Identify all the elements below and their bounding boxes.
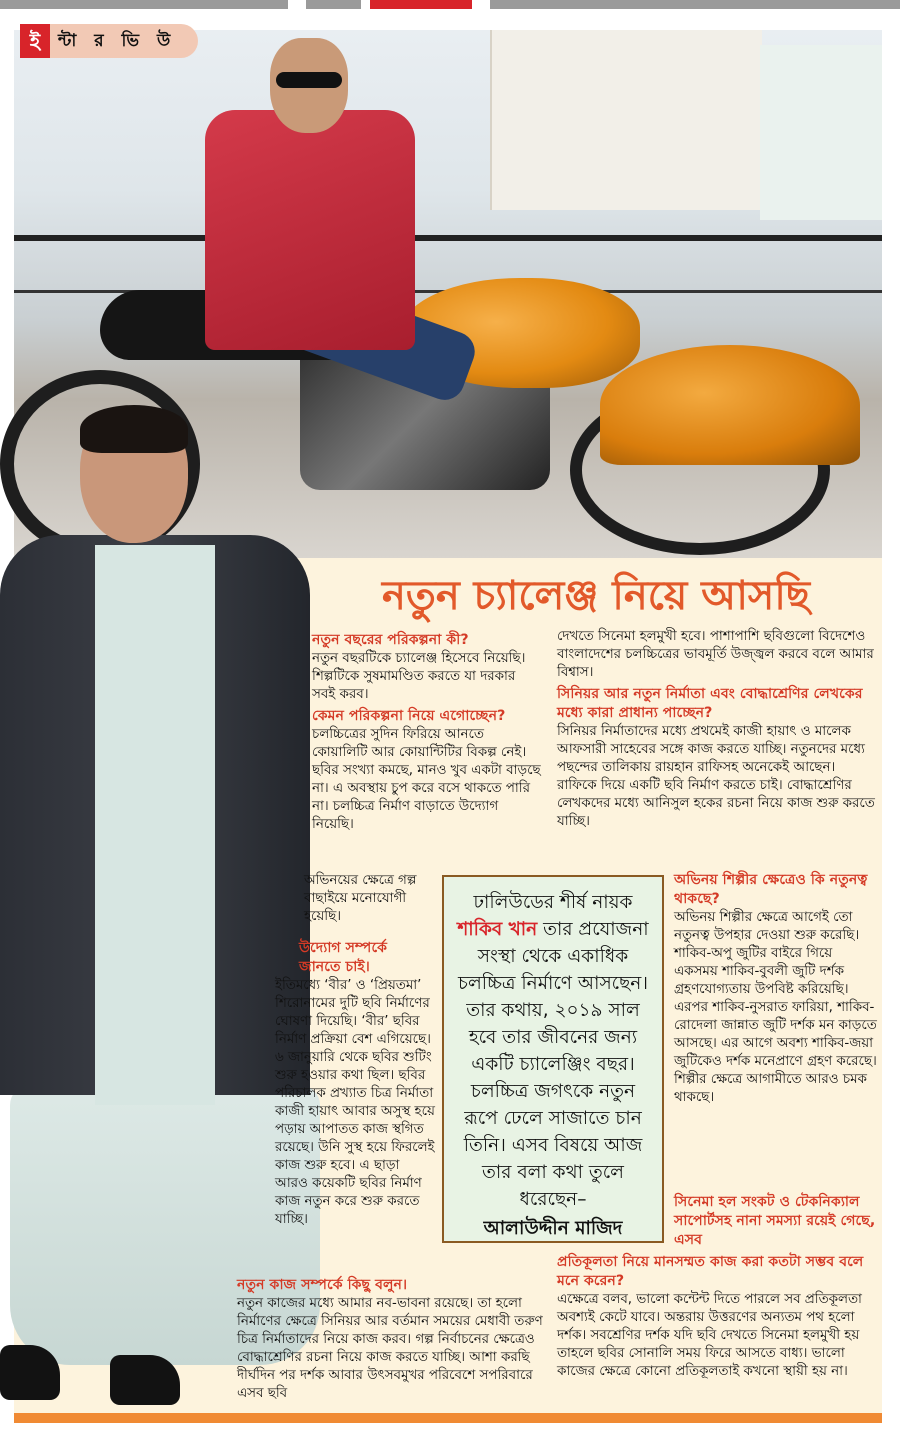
qa-block-8 bbox=[557, 1250, 877, 1381]
building-green-shape bbox=[760, 45, 882, 220]
question: সিনেমা হল সংকট ও টেকনিক্যাল সাপোর্টসহ নানা সমস্যা রয়েই গেছে, এসব bbox=[674, 1194, 876, 1248]
answer: নতুন কাজের মধ্যে আমার নব-ভাবনা রয়েছে। তা হলো নির্মাণের ক্ষেত্রে সিনিয়র আর বর্তমান সময়ের মেধাবী তরুণ চিত্র নির্মাতাদের নিয়ে কাজ করব। গল্প নির্বাচনের ক্ষেত্রেও বোদ্ধাশ্রেণির রচনা নিয়ে কাজ করতে যাচ্ছি। আশা করছি দীর্ঘদিন পর দর্শক আবার উৎসবমুখর পরিবেশে সপরিবারে এসব ছবি bbox=[237, 1296, 543, 1401]
qa-block-4 bbox=[237, 1273, 547, 1403]
question: উদ্যোগ সম্পর্কে জানতে চাই। bbox=[299, 940, 388, 975]
answer-continued: দেখতে সিনেমা হলমুখী হবে। পাশাপাশি ছবিগুলো বিদেশেও বাংলাদেশের চলচ্চিত্রের ভাবমূর্তি উজ্জ্বল করবে বলে আমার বিশ্বাস। bbox=[557, 629, 874, 680]
headline: নতুন চ্যালেঞ্জ নিয়ে আসছি bbox=[381, 572, 811, 619]
answer: সিনিয়র নির্মাতাদের মধ্যে প্রথমেই কাজী হায়াৎ ও মালেক আফসারী সাহেবের সঙ্গে কাজ করতে যাচ্ছি। নতুনদের মধ্যে পছন্দের তালিকায় রায়হান রাফিসহ অনেকেই আছেন। রাফিকে দিয়ে একটি ছবি নির্মাণ করতে চাই। বোদ্ধাশ্রেণির লেখকদের মধ্যে আনিসুল হকের রচনা নিয়ে কাজ শুরু করতে যাচ্ছি। bbox=[557, 724, 875, 829]
intro-name: শাকিব খান bbox=[457, 919, 538, 940]
portrait-shoe-left bbox=[0, 1345, 60, 1400]
question: অভিনয় শিল্পীর ক্ষেত্রেও কি নতুনত্ব থাকছে? bbox=[674, 872, 868, 907]
intro-text-before: ঢালিউডের শীর্ষ নায়ক bbox=[473, 892, 633, 913]
section-tag-initial: ই bbox=[20, 24, 50, 58]
intro-text-after: তার প্রযোজনা সংস্থা থেকে একাধিক চলচ্চিত্র নির্মাণে আসছেন। তার কথায়, ২০১৯ সাল হবে তার জীবনের জন্য একটি চ্যালেঞ্জিং বছর। চলচ্চিত্র জগৎকে নতুন রূপে ঢেলে সাজাতে চান তিনি। এসব বিষয়ে আজ তার বলা কথা তুলে ধরেছেন– bbox=[458, 919, 649, 1210]
top-bar-left bbox=[0, 0, 288, 9]
intro-author: আলাউদ্দীন মাজিদ bbox=[483, 1218, 623, 1239]
answer: অভিনয়ের ক্ষেত্রে গল্প বাছাইয়ে মনোযোগী হয়েছি। bbox=[304, 873, 417, 924]
motorcycle-fender bbox=[600, 345, 860, 465]
answer: এক্ষেত্রে বলব, ভালো কন্টেন্ট দিতে পারলে সব প্রতিকূলতা অবশ্যই কেটে যাবে। অন্তরায় উত্তরণের অন্যতম পথ হলো দর্শক। সবশ্রেণির দর্শক যদি ছবি দেখতে সিনেমা হলমুখী হয় তাহলে ছবির সোনালি সময় ফিরে আসতে বাধ্য। ভালো কাজের ক্ষেত্রে কোনো প্রতিকূলতাই কখনো স্থায়ী হয় না। bbox=[557, 1292, 862, 1379]
answer: নতুন বছরটিকে চ্যালেঞ্জ হিসেবে নিয়েছি। শিল্পটিকে সুষমামণ্ডিত করতে যা দরকার সবই করব। bbox=[312, 651, 526, 702]
top-bar-right bbox=[490, 0, 900, 9]
question: প্রতিকূলতা নিয়ে মানসম্মত কাজ করা কতটা সম্ভব বলে মনে করেন? bbox=[557, 1254, 864, 1289]
top-bar-accent bbox=[370, 0, 472, 9]
rider-sunglasses bbox=[276, 72, 342, 88]
qa-block-5 bbox=[557, 628, 877, 831]
qa-block-2 bbox=[304, 872, 430, 926]
question: সিনিয়র আর নতুন নির্মাতা এবং বোদ্ধাশ্রেণির লেখকের মধ্যে কারা প্রাধান্য পাচ্ছেন? bbox=[557, 686, 863, 721]
top-bar-mid bbox=[306, 0, 361, 9]
qa-block-6 bbox=[674, 868, 880, 1107]
portrait-hair bbox=[80, 405, 188, 453]
question: নতুন কাজ সম্পর্কে কিছু বলুন। bbox=[237, 1277, 408, 1293]
section-tag-label: ন্টা র ভি উ bbox=[58, 31, 177, 51]
qa-block-1 bbox=[312, 628, 542, 834]
answer: অভিনয় শিল্পীর ক্ষেত্রে আগেই তো নতুনত্ব উপহার দেওয়া শুরু করেছি। শাকিব-অপু জুটির বাইরে গিয়ে একসময় শাকিব-বুবলী জুটি দর্শক গ্রহণযোগ্যতায় উপবিষ্ট করিয়েছি। এরপর শাকিব-নুসরাত ফারিয়া, শাকিব-রোদেলা জান্নাত জুটি দর্শক মন কাড়তে আসছে। এর আগে অবশ্য শাকিব-জয়া জুটিকেও দর্শক মনেপ্রাণে গ্রহণ করেছে। শিল্পীর ক্ষেত্রে আগামীতে আরও চমক থাকছে। bbox=[674, 910, 877, 1105]
intro-box bbox=[442, 875, 664, 1243]
building-shape bbox=[490, 30, 762, 210]
question: কেমন পরিকল্পনা নিয়ে এগোচ্ছেন? bbox=[312, 708, 506, 724]
answer: ইতিমধ্যে ‘বীর’ ও ‘প্রিয়তমা’ শিরোনামের দুটি ছবি নির্মাণের ঘোষণা দিয়েছি। ‘বীর’ ছবির নির্মাণ প্রক্রিয়া বেশ এগিয়েছে। ৬ জানুয়ারি থেকে ছবির শুটিং শুরু হওয়ার কথা ছিল। ছবির পরিচালক প্রখ্যাত চিত্র নির্মাতা কাজী হায়াৎ আবার অসুস্থ হয়ে পড়ায় আপাতত কাজ স্থগিত রয়েছে। উনি সুস্থ হয়ে ফিরলেই কাজ শুরু হবে। এ ছাড়া আরও কয়েকটি ছবির নির্মাণ কাজ নতুন করে শুরু করতে যাচ্ছি। bbox=[275, 978, 435, 1227]
portrait-kurta bbox=[95, 545, 215, 1105]
qa-block-3 bbox=[237, 936, 435, 1229]
qa-block-7 bbox=[674, 1190, 880, 1250]
answer: চলচ্চিত্রের সুদিন ফিরিয়ে আনতে কোয়ালিটি আর কোয়ান্টিটির বিকল্প নেই। ছবির সংখ্যা কমছে, মানও খুব একটা বাড়ছে না। এ অবস্থায় চুপ করে বসে থাকতে পারি না। চলচ্চিত্র নির্মাণ বাড়াতে উদ্যোগ নিয়েছি। bbox=[312, 727, 541, 832]
footer-bar bbox=[14, 1413, 882, 1423]
question: নতুন বছরের পরিকল্পনা কী? bbox=[312, 632, 469, 648]
rider-jacket bbox=[205, 110, 415, 350]
fence-rail bbox=[14, 235, 882, 241]
portrait-shoe-right bbox=[110, 1355, 180, 1405]
